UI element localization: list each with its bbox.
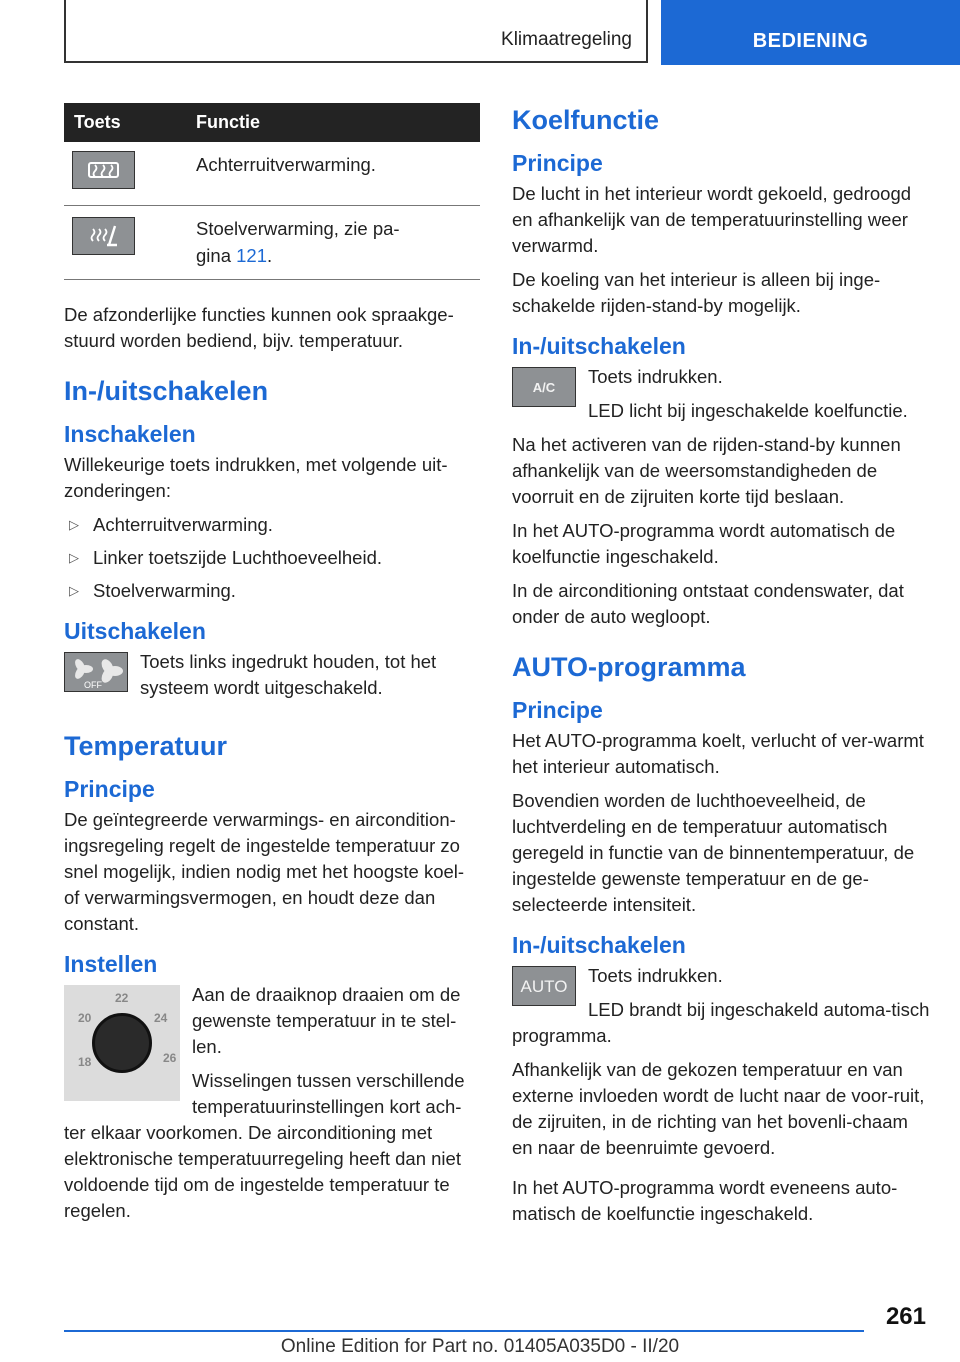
cooling-text-5: In de airconditioning ontstaat condenswater, dat onder de auto wegloopt.	[512, 580, 904, 627]
dial-mark: 18	[78, 1055, 92, 1069]
right-column	[512, 103, 930, 1235]
heading-principle: Principe	[512, 150, 603, 176]
temperature-dial-image	[64, 985, 180, 1101]
heading-on-off: In-/uitschakelen	[512, 333, 686, 359]
auto-key-icon	[512, 966, 576, 1006]
ac-key-label: A/C	[532, 380, 556, 395]
page-number: 261	[885, 1303, 926, 1330]
voice-control-note: De afzonderlijke functies kunnen ook spraakge-stuurd worden bediend, bijv. temperatuur.	[64, 304, 454, 351]
header-chapter-tab[interactable]	[661, 0, 960, 65]
dial-mark: 20	[78, 1011, 92, 1025]
cooling-text-2: De koeling van het interieur is alleen bij inge-schakelde rijden-stand-by mogelijk.	[512, 269, 881, 316]
table-header-function: Functie	[196, 103, 480, 142]
dial-mark: 24	[154, 1011, 168, 1025]
heading-set: Instellen	[64, 951, 158, 977]
triangle-bullet-icon: ▷	[69, 550, 79, 565]
auto-text-2: Bovendien worden de luchthoeveelheid, de luchtverdeling en de temperatuur automatisch geregeld in functie van de binnentemperatuur, de ingestelde gewenste temperatuur en de ge-selecteerde intensiteit.	[512, 790, 915, 915]
set-text-1: Aan de draaiknop draaien om de gewenste temperatuur in te stel-len.	[192, 984, 461, 1057]
page-link-121[interactable]: 121	[236, 245, 267, 266]
heading-cooling: Koelfunctie	[512, 105, 660, 135]
auto-key-text-2: LED brandt bij ingeschakeld automa-tisch programma.	[512, 999, 930, 1046]
ac-text-2: LED licht bij ingeschakelde koelfunctie.	[588, 400, 908, 421]
list-item: ▷ Linker toetszijde Luchthoeveelheid.	[64, 545, 480, 571]
heading-switch-off: Uitschakelen	[64, 618, 206, 644]
list-item: ▷ Stoelverwarming.	[64, 578, 480, 604]
table-header-row	[64, 103, 480, 142]
auto-key-label: AUTO	[520, 977, 568, 996]
table-row	[64, 142, 480, 206]
header-section-box	[64, 0, 648, 63]
triangle-bullet-icon: ▷	[69, 517, 79, 532]
auto-key-text-1: Toets indrukken.	[588, 965, 723, 986]
table-cell-period: .	[267, 245, 273, 266]
dial-mark: 22	[115, 991, 129, 1005]
dial-mark: 26	[163, 1051, 177, 1065]
cooling-text-1: De lucht in het interieur wordt gekoeld, gedroogd en afhankelijk van de temperatuurinstelling weer verwarmd.	[512, 183, 912, 256]
heading-on-off: In-/uitschakelen	[64, 376, 269, 406]
table-cell-function: Stoelverwarming, zie pa-	[196, 218, 400, 239]
temperature-principle-text: De geïntegreerde verwarmings- en aircondition-ingsregeling regelt de ingestelde temperatuur zo snel mogelijk, indien nodig met het hoogste koel- of verwarmingsvermogen, en houdt deze dan constant.	[64, 809, 465, 934]
key-function-table	[64, 103, 480, 280]
cooling-text-4: In het AUTO-programma wordt automatisch de koelfunctie ingeschakeld.	[512, 520, 896, 567]
auto-text-4: In het AUTO-programma wordt eveneens auto-matisch de koelfunctie ingeschakeld.	[512, 1177, 898, 1224]
table-header-key: Toets	[64, 103, 196, 142]
table-cell-function-cont: gina	[196, 245, 231, 266]
switch-off-text: Toets links ingedrukt houden, tot het systeem wordt uitgeschakeld.	[140, 651, 437, 698]
seat-heating-icon	[72, 217, 135, 255]
triangle-bullet-icon: ▷	[69, 583, 79, 598]
heading-auto-program: AUTO-programma	[512, 652, 746, 682]
table-row	[64, 206, 480, 280]
ac-key-icon	[512, 367, 576, 407]
list-item: ▷ Achterruitverwarming.	[64, 512, 480, 538]
rear-defrost-icon	[72, 151, 135, 189]
heading-on-off: In-/uitschakelen	[512, 932, 686, 958]
off-label: OFF	[84, 680, 102, 690]
heading-temperature: Temperatuur	[64, 731, 228, 761]
auto-text-3: Afhankelijk van de gekozen temperatuur en van externe invloeden wordt de lucht naar de voor-ruit, de zijruiten, in de richting van het bovenli-chaam en naar de beenruimte gevoerd.	[512, 1059, 925, 1158]
header-section-title: Klimaatregeling	[501, 29, 632, 50]
table-cell-function: Achterruitverwarming.	[196, 142, 480, 206]
ac-text-1: Toets indrukken.	[588, 366, 723, 387]
heading-principle: Principe	[64, 776, 155, 802]
footer-divider	[64, 1330, 864, 1332]
dial-knob-icon	[92, 1013, 152, 1073]
left-column	[64, 103, 480, 1232]
heading-switch-on: Inschakelen	[64, 421, 196, 447]
header-chapter-label: BEDIENING	[752, 30, 869, 52]
fan-off-key-icon	[64, 652, 128, 692]
footer-edition: Online Edition for Part no. 01405A035D0 - II/20	[280, 1336, 680, 1357]
heading-principle: Principe	[512, 697, 603, 723]
switch-on-text: Willekeurige toets indrukken, met volgende uit-zonderingen:	[64, 454, 448, 501]
cooling-text-3: Na het activeren van de rijden-stand-by kunnen afhankelijk van de weersomstandigheden de voorruit en de zijruiten korte tijd beslaan.	[512, 434, 901, 507]
set-text-2: Wisselingen tussen verschillende temperatuurinstellingen kort ach-ter elkaar voorkomen. De airconditioning met elektronische temperatuurregeling heeft dan niet voldoende tijd om de ingestelde temperatuur te regelen.	[64, 1070, 465, 1221]
exceptions-list	[64, 512, 480, 604]
auto-text-1: Het AUTO-programma koelt, verlucht of ver-warmt het interieur automatisch.	[512, 730, 924, 777]
